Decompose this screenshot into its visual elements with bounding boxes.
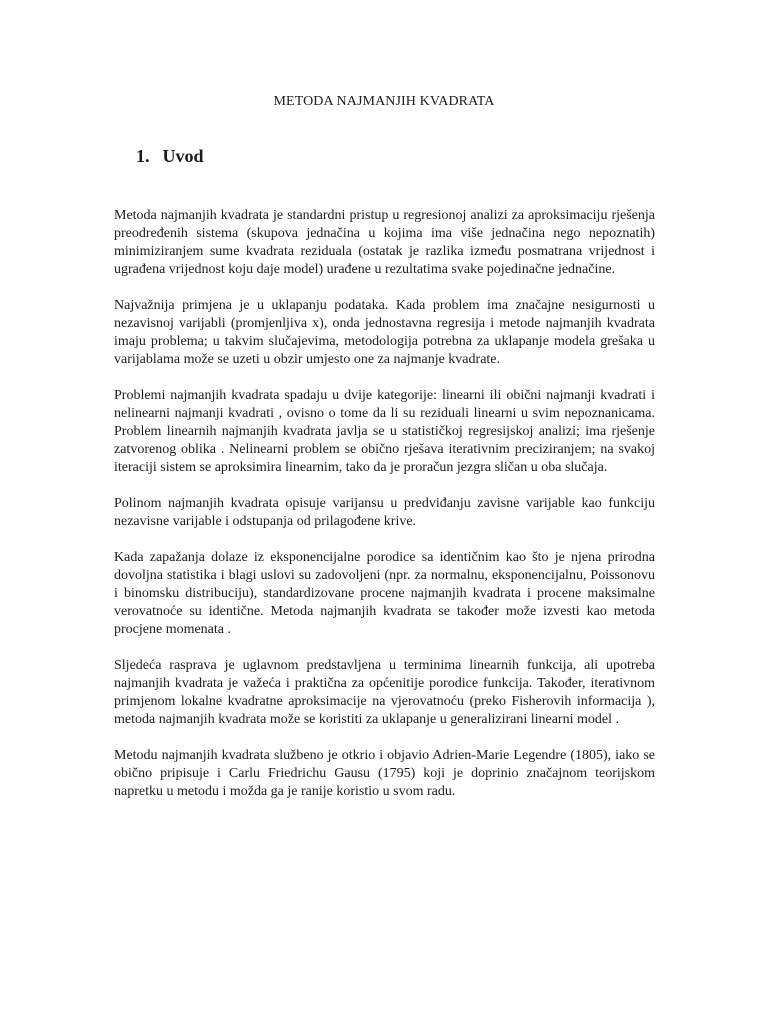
paragraph: Problemi najmanjih kvadrata spadaju u dvije kategorije: linearni ili obični najmanji kvadrati i nelinearni najmanji kvadrati , ovisno o tome da li su reziduali linearni u svim nepoznanicama. Problem linearnih najmanjih kvadrata javlja se u statističkoj regresijskoj analizi; ima rješenje zatvorenog oblika . Nelinearni problem se obično rješava iterativnim preciziranjem; na svakoj iteraciji sistem se aproksimira linearnim, tako da je proračun jezgra sličan u oba slučaja. — [114, 388, 655, 475]
paragraph: Sljedeća rasprava je uglavnom predstavljena u terminima linearnih funkcija, ali upotreba najmanjih kvadrata je važeća i praktična za općenitije porodice funkcija. Također, iterativnom primjenom lokalne kvadratne aproksimacije na vjerovatnoću (preko Fisherovih informacija ), metoda najmanjih kvadrata može se koristiti za uklapanje u generalizirani linearni model . — [114, 658, 655, 727]
paragraph: Metodu najmanjih kvadrata službeno je otkrio i objavio Adrien-Marie Legendre (1805), iako se obično pripisuje i Carlu Friedrichu Gausu (1795) koji je doprinio značajnom teorijskom napretku u metodu i možda ga je ranije koristio u svom radu. — [114, 748, 655, 799]
section-title: Uvod — [162, 146, 204, 166]
section-heading — [136, 146, 204, 167]
body-text — [114, 207, 655, 819]
paragraph: Kada zapažanja dolaze iz eksponencijalne porodice sa identičnim kao što je njena prirodna dovoljna statistika i blagi uslovi su zadovoljeni (npr. za normalnu, eksponencijalnu, Poissonovu i binomsku distribuciju), standardizovane procene najmanjih kvadrata i procene maksimalne verovatnoće su identične. Metoda najmanjih kvadrata se također može izvesti kao metoda procjene momenata . — [114, 550, 655, 637]
paragraph: Najvažnija primjena je u uklapanju podataka. Kada problem ima značajne nesigurnosti u nezavisnoj varijabli (promjenljiva x), onda jednostavna regresija i metode najmanjih kvadrata imaju problema; u takvim slučajevima, metodologija potrebna za uklapanje modela grešaka u varijablama može se uzeti u obzir umjesto one za najmanje kvadrate. — [114, 298, 655, 367]
paragraph: Metoda najmanjih kvadrata je standardni pristup u regresionoj analizi za aproksimaciju rješenja preodređenih sistema (skupova jednačina u kojima ima više jednačina nego nepoznatih) minimiziranjem sume kvadrata reziduala (ostatak je razlika između posmatrana vrijednost i ugrađena vrijednost koju daje model) urađene u rezultatima svake pojedinačne jednačine. — [114, 208, 655, 277]
section-number: 1. — [136, 146, 150, 166]
paragraph: Polinom najmanjih kvadrata opisuje varijansu u predviđanju zavisne varijable kao funkciju nezavisne varijable i odstupanja od prilagođene krive. — [114, 496, 655, 529]
document-title: METODA NAJMANJIH KVADRATA — [273, 94, 495, 109]
